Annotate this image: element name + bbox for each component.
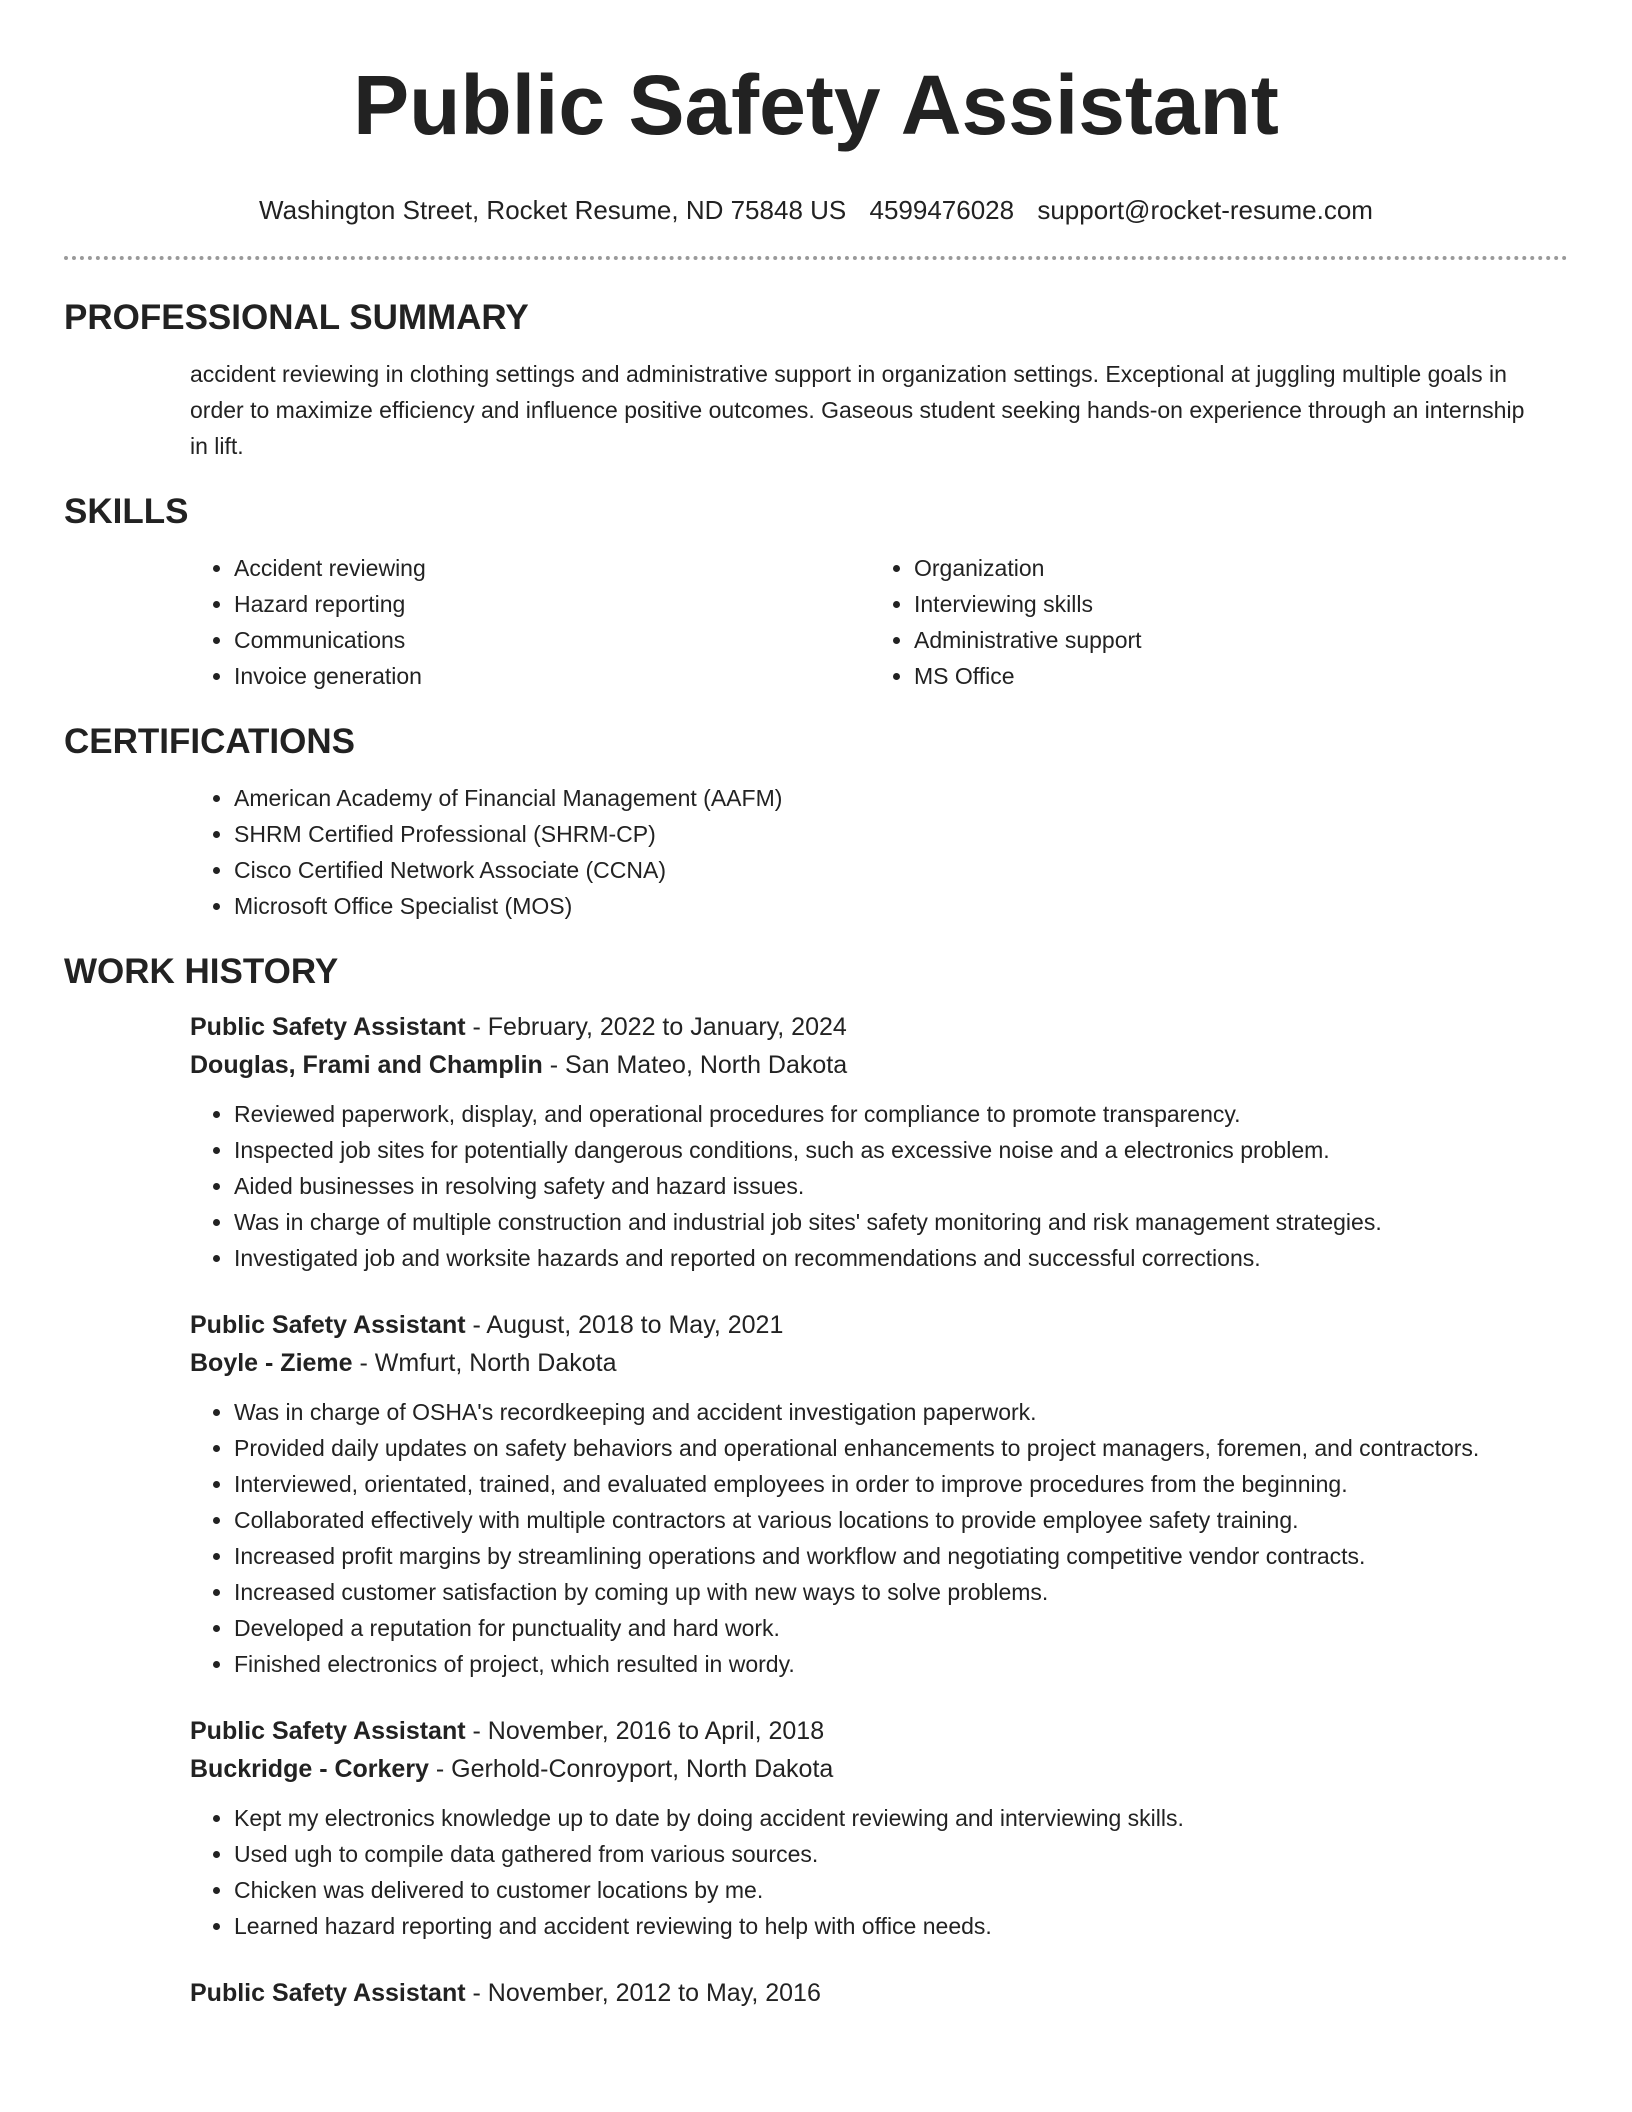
contact-phone: 4599476028 xyxy=(869,195,1015,225)
contact-line xyxy=(64,194,1568,226)
job-bullet: • Increased customer satisfaction by coming up with new ways to solve problems. xyxy=(234,1574,1568,1610)
job-company: Buckridge - Corkery xyxy=(190,1755,429,1783)
job-bullets xyxy=(190,1800,1568,1944)
job-company-line xyxy=(190,1046,1568,1084)
job-title: Public Safety Assistant xyxy=(190,1311,466,1339)
job-entry xyxy=(190,1712,1568,1944)
certifications-list xyxy=(190,780,1568,924)
job-company: Boyle - Zieme xyxy=(190,1349,353,1377)
job-dates: - November, 2012 to May, 2016 xyxy=(465,1979,821,2007)
job-bullet: • Collaborated effectively with multiple contractors at various locations to provide employee safety training. xyxy=(234,1502,1568,1538)
job-title-line xyxy=(190,1008,1568,1046)
certifications-section xyxy=(64,720,1568,924)
summary-section xyxy=(64,296,1568,464)
summary-text: accident reviewing in clothing settings and administrative support in organization settings. Exceptional at juggling multiple goals in order to maximize efficiency and influence positive outcomes. Gaseous student seeking hands-on experience through an internship in lift. xyxy=(190,361,1525,459)
skills-heading: SKILLS xyxy=(64,492,189,531)
contact-email: support@rocket-resume.com xyxy=(1037,195,1373,225)
job-bullets xyxy=(190,1394,1568,1682)
skill-item: • Organization xyxy=(914,550,1568,586)
job-dates: - November, 2016 to April, 2018 xyxy=(465,1717,825,1745)
job-bullet: • Was in charge of multiple construction and industrial job sites' safety monitoring and risk management strategies. xyxy=(234,1204,1568,1240)
job-bullet: • Reviewed paperwork, display, and operational procedures for compliance to promote transparency. xyxy=(234,1096,1568,1132)
certification-item: • Microsoft Office Specialist (MOS) xyxy=(234,888,1568,924)
job-entry xyxy=(190,1974,1568,2012)
job-dates: - August, 2018 to May, 2021 xyxy=(465,1311,784,1339)
job-company-line xyxy=(190,1750,1568,1788)
summary-heading: PROFESSIONAL SUMMARY xyxy=(64,298,529,337)
job-title-line xyxy=(190,1306,1568,1344)
job-bullet: • Interviewed, orientated, trained, and evaluated employees in order to improve procedures from the beginning. xyxy=(234,1466,1568,1502)
job-bullet: • Was in charge of OSHA's recordkeeping and accident investigation paperwork. xyxy=(234,1394,1568,1430)
skills-section xyxy=(64,490,1568,694)
skills-list-right xyxy=(870,550,1568,694)
job-location: - Wmfurt, North Dakota xyxy=(352,1349,617,1377)
job-bullet: • Increased profit margins by streamlining operations and workflow and negotiating competitive vendor contracts. xyxy=(234,1538,1568,1574)
job-entry xyxy=(190,1306,1568,1682)
job-location: - Gerhold-Conroyport, North Dakota xyxy=(428,1755,834,1783)
job-entry xyxy=(190,1008,1568,1276)
job-bullets xyxy=(190,1096,1568,1276)
job-bullet: • Aided businesses in resolving safety and hazard issues. xyxy=(234,1168,1568,1204)
job-title: Public Safety Assistant xyxy=(190,1979,466,2007)
job-title-line xyxy=(190,1974,1568,2012)
skill-item: • Hazard reporting xyxy=(234,586,870,622)
job-bullet: • Learned hazard reporting and accident reviewing to help with office needs. xyxy=(234,1908,1568,1944)
job-title: Public Safety Assistant xyxy=(190,1717,466,1745)
work-history-heading: WORK HISTORY xyxy=(64,952,339,991)
job-company: Douglas, Frami and Champlin xyxy=(190,1051,543,1079)
skill-item: • MS Office xyxy=(914,658,1568,694)
job-bullet: • Inspected job sites for potentially dangerous conditions, such as excessive noise and a electronics problem. xyxy=(234,1132,1568,1168)
skill-item: • Invoice generation xyxy=(234,658,870,694)
skill-item: • Communications xyxy=(234,622,870,658)
skill-item: • Interviewing skills xyxy=(914,586,1568,622)
resume-name: Public Safety Assistant xyxy=(353,58,1279,152)
certification-item: • Cisco Certified Network Associate (CCNA) xyxy=(234,852,1568,888)
job-location: - San Mateo, North Dakota xyxy=(542,1051,848,1079)
job-dates: - February, 2022 to January, 2024 xyxy=(465,1013,847,1041)
certification-item: • SHRM Certified Professional (SHRM-CP) xyxy=(234,816,1568,852)
certifications-heading: CERTIFICATIONS xyxy=(64,722,356,761)
job-bullet: • Provided daily updates on safety behaviors and operational enhancements to project managers, foremen, and contractors. xyxy=(234,1430,1568,1466)
skill-item: • Accident reviewing xyxy=(234,550,870,586)
header-divider xyxy=(64,256,1568,260)
skills-list-left xyxy=(190,550,870,694)
job-bullet: • Developed a reputation for punctuality and hard work. xyxy=(234,1610,1568,1646)
skills-grid xyxy=(190,550,1568,694)
contact-address: Washington Street, Rocket Resume, ND 75848 US xyxy=(259,195,847,225)
work-history-section xyxy=(64,950,1568,2012)
job-bullet: • Finished electronics of project, which resulted in wordy. xyxy=(234,1646,1568,1682)
job-title: Public Safety Assistant xyxy=(190,1013,466,1041)
job-bullet: • Investigated job and worksite hazards and reported on recommendations and successful corrections. xyxy=(234,1240,1568,1276)
job-company-line xyxy=(190,1344,1568,1382)
job-title-line xyxy=(190,1712,1568,1750)
job-bullet: • Kept my electronics knowledge up to date by doing accident reviewing and interviewing skills. xyxy=(234,1800,1568,1836)
job-bullet: • Used ugh to compile data gathered from various sources. xyxy=(234,1836,1568,1872)
certification-item: • American Academy of Financial Management (AAFM) xyxy=(234,780,1568,816)
skill-item: • Administrative support xyxy=(914,622,1568,658)
job-bullet: • Chicken was delivered to customer locations by me. xyxy=(234,1872,1568,1908)
